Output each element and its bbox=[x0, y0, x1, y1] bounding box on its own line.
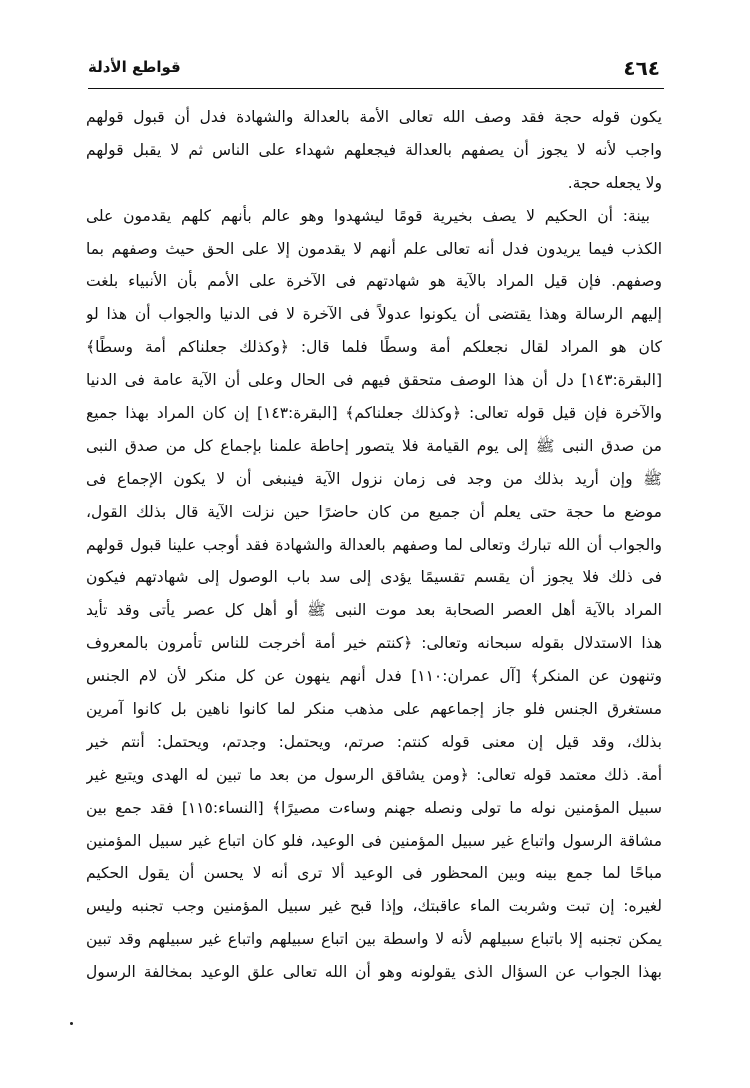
text-line: هذا الاستدلال بقوله سبحانه وتعالى: ﴿كنتم خير أمة أخرجت للناس تأمرون بالمعروف bbox=[86, 634, 662, 653]
text-line: لغيره: إن تبت وشربت الماء عاقبتك، وإذا قبح غير سبيل المؤمنين وجب تجنبه وليس bbox=[86, 897, 662, 916]
text-line: ولا يجعله حجة. bbox=[567, 173, 662, 192]
text-line: من صدق النبى ﷺ إلى يوم القيامة فلا يتصور إحاطة علمنا بإجماع كل من صدق النبى bbox=[86, 436, 662, 455]
text-line: بينة: أن الحكيم لا يصف بخيرية قومًا ليشهدوا وهو عالم بأنهم كلهم يقدمون على bbox=[86, 206, 650, 225]
text-line: إليهم الرسالة وهذا يقتضى أن يكونوا عدولاً فى الآخرة لا فى الدنيا والجواب أن هذا لو bbox=[86, 305, 662, 324]
text-line: مباحًا لما جمع بينه وبين المحظور فى الوعيد ألا ترى أنه لا يحسن أن يقول الحكيم bbox=[86, 864, 662, 883]
text-line: ﷺ وإن أريد بذلك من وجد فى زمان نزول الآية فينبغى أن لا يكون الإجماع فى bbox=[86, 469, 662, 488]
text-line: بذلك، وقد قيل إن معنى قوله كنتم: صرتم، ويحتمل: وجدتم، ويحتمل: أنتم خير bbox=[86, 732, 662, 751]
text-line: سبيل المؤمنين نوله ما تولى ونصله جهنم وساءت مصيرًا﴾ [النساء:١١٥] فقد جمع بين bbox=[86, 798, 662, 817]
print-speck bbox=[70, 1022, 73, 1025]
text-line: [البقرة:١٤٣] دل أن هذا الوصف متحقق فيهم فى الحال وعلى أن الآية عامة فى الدنيا bbox=[86, 371, 662, 390]
text-line: يكون قوله حجة فقد وصف الله تعالى الأمة بالعدالة والشهادة فدل أن قبول قولهم bbox=[86, 108, 662, 126]
text-line: المراد بالآية أهل العصر الصحابة بعد موت النبى ﷺ أو أهل كل عصر يأتى وقد تأيد bbox=[86, 601, 662, 620]
text-line: والآخرة فإن قيل قوله تعالى: ﴿وكذلك جعلناكم﴾ [البقرة:١٤٣] إن كان المراد بهذا جميع bbox=[86, 404, 662, 423]
text-line: وتنهون عن المنكر﴾ [آل عمران:١١٠] فدل أنهم ينهون عن كل منكر لأن لام الجنس bbox=[86, 667, 662, 686]
text-line: فى ذلك فلا يجوز أن يقسم تقسيمًا يؤدى إلى سد باب الوصول إلى شهادتهم فيكون bbox=[86, 568, 662, 587]
text-line: كان هو المراد لقال نجعلكم أمة وسطًا فلما قال: ﴿وكذلك جعلناكم أمة وسطًا﴾ bbox=[86, 338, 662, 357]
text-line: موضع ما حجة حتى يعلم أن جميع من كان حاضرًا حين نزلت الآية قال بذلك القول، bbox=[86, 502, 662, 521]
text-line: أمة. ذلك معتمد قوله تعالى: ﴿ومن يشاقق الرسول من بعد ما تبين له الهدى ويتبع غير bbox=[86, 765, 662, 784]
text-line: يمكن تجنبه إلا باتباع سبيلهم لأنه لا واسطة بين اتباع سبيلهم واتباع غير سبيلهم وقد تبين bbox=[86, 930, 662, 949]
page-header bbox=[88, 56, 664, 86]
running-title: قواطع الأدلة bbox=[88, 58, 181, 76]
text-line: مستغرق الجنس فلو جاز إجماعهم على مذهب منكر لما كانوا ناهين بل كانوا آمرين bbox=[86, 700, 662, 719]
text-line: مشاقة الرسول واتباع غير سبيل المؤمنين فى الوعيد، فلو كان اتباع غير سبيل المؤمنين bbox=[86, 831, 662, 850]
text-line: الكذب فيما يريدون فدل أنه تعالى علم أنهم لا يقدمون إلا على الحق حيث وصفهم بما bbox=[86, 239, 662, 258]
page-number: ٤٦٤ bbox=[623, 56, 660, 80]
text-line: بهذا الجواب عن السؤال الذى يقولونه وهو أن الله تعالى علق الوعيد بمخالفة الرسول bbox=[86, 963, 662, 982]
text-line: واجب لأنه لا يجوز أن يصفهم بالعدالة فيجعلهم شهداء على الناس ثم لا يقبل قولهم bbox=[86, 140, 662, 159]
body-text bbox=[86, 101, 662, 989]
header-divider bbox=[88, 88, 664, 89]
text-line: والجواب أن الله تبارك وتعالى لما وصفهم بالعدالة والشهادة فقد أوجب علينا قبول قولهم bbox=[86, 535, 662, 554]
text-line: وصفهم. فإن قيل المراد بالآية هو شهادتهم فى الآخرة على الأمم بأن الأنبياء بلغت bbox=[86, 272, 662, 291]
